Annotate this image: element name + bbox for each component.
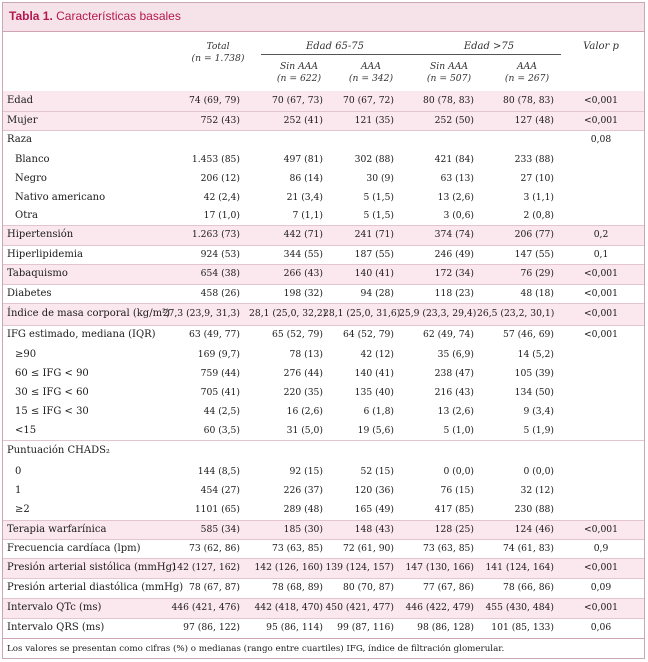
cell-value: 9 (3,4) <box>523 406 554 417</box>
cell-value: 78 (66, 86) <box>502 582 554 593</box>
row-label: ≥90 <box>15 349 37 360</box>
cell-value: 27,3 (23,9, 31,3) <box>162 308 240 319</box>
cell-value: 76 (15) <box>440 485 474 496</box>
table-footnote: Los valores se presentan como cifras (%) o medianas (rango entre cuartiles) IFG, índice de filtración glomerular. <box>7 644 505 654</box>
cell-value: 458 (26) <box>200 288 240 299</box>
cell-value: 128 (25) <box>434 524 474 535</box>
header-p-value: Valor p <box>583 41 619 52</box>
cell-value: 31 (5,0) <box>286 425 323 436</box>
row-label: 30 ≤ IFG < 60 <box>15 387 89 398</box>
p-value: 0,9 <box>593 543 609 554</box>
row-label: Índice de masa corporal (kg/m²) <box>7 308 170 319</box>
table-row <box>3 578 644 599</box>
cell-value: 421 (84) <box>434 154 474 165</box>
table-row <box>3 207 644 225</box>
cell-value: 924 (53) <box>200 249 240 260</box>
cell-value: 142 (127, 162) <box>171 562 240 573</box>
cell-value: 73 (63, 85) <box>422 543 474 554</box>
cell-value: 5 (1,5) <box>363 192 394 203</box>
cell-value: 3 (1,1) <box>523 192 554 203</box>
cell-value: 134 (50) <box>514 387 554 398</box>
p-value: 0,08 <box>590 134 612 145</box>
header-sub-4-n: (n = 267) <box>504 73 550 84</box>
cell-value: 120 (36) <box>354 485 394 496</box>
cell-value: 454 (27) <box>200 485 240 496</box>
header-total-n: (n = 1.738) <box>191 53 245 64</box>
cell-value: 78 (13) <box>289 349 323 360</box>
header-total: Total <box>206 41 230 52</box>
table-row <box>3 150 644 169</box>
cell-value: 246 (49) <box>434 249 474 260</box>
table-row <box>3 303 644 326</box>
cell-value: 62 (49, 74) <box>422 329 474 340</box>
cell-value: 752 (43) <box>200 115 240 126</box>
cell-value: 147 (130, 166) <box>405 562 474 573</box>
table-frame <box>2 2 645 659</box>
header-sub-3: Sin AAA <box>430 61 468 72</box>
table-row <box>3 500 644 520</box>
cell-value: 74 (69, 79) <box>188 95 240 106</box>
cell-value: 455 (430, 484) <box>485 602 554 613</box>
cell-value: 52 (15) <box>360 466 394 477</box>
cell-value: 13 (2,6) <box>437 192 474 203</box>
table-row <box>3 169 644 188</box>
row-label: Hipertensión <box>7 229 74 240</box>
cell-value: 1.453 (85) <box>191 154 240 165</box>
row-label: 0 <box>15 466 22 477</box>
cell-value: 74 (61, 83) <box>502 543 554 554</box>
cell-value: 289 (48) <box>283 504 323 515</box>
row-label: 15 ≤ IFG < 30 <box>15 406 89 417</box>
table-title-bar <box>3 3 644 32</box>
cell-value: 127 (48) <box>514 115 554 126</box>
table-row <box>3 284 644 304</box>
cell-value: 139 (124, 157) <box>325 562 394 573</box>
cell-value: 705 (41) <box>200 387 240 398</box>
cell-value: 17 (1,0) <box>203 210 240 221</box>
cell-value: 450 (421, 477) <box>325 602 394 613</box>
cell-value: 140 (41) <box>354 268 394 279</box>
p-value: <0,001 <box>583 288 618 299</box>
cell-value: 216 (43) <box>434 387 474 398</box>
table-row <box>3 225 644 246</box>
table-row <box>3 188 644 207</box>
table-row <box>3 383 644 402</box>
cell-value: 206 (12) <box>200 173 240 184</box>
cell-value: 417 (85) <box>434 504 474 515</box>
cell-value: 35 (6,9) <box>437 349 474 360</box>
cell-value: 63 (13) <box>440 173 474 184</box>
row-label: IFG estimado, mediana (IQR) <box>7 329 156 340</box>
cell-value: 135 (40) <box>354 387 394 398</box>
table-row <box>3 539 644 559</box>
row-label: Terapia warfarínica <box>7 524 107 535</box>
cell-value: 230 (88) <box>514 504 554 515</box>
table-row <box>3 325 644 346</box>
cell-value: 30 (9) <box>366 173 394 184</box>
cell-value: 92 (15) <box>289 466 323 477</box>
cell-value: 198 (32) <box>283 288 323 299</box>
cell-value: 142 (126, 160) <box>254 562 323 573</box>
cell-value: 28,1 (25,0, 31,6) <box>323 308 401 319</box>
cell-value: 14 (5,2) <box>517 349 554 360</box>
row-label: Mujer <box>7 115 38 126</box>
cell-value: 70 (67, 73) <box>271 95 323 106</box>
table-number: Tabla 1. <box>9 9 53 23</box>
cell-value: 80 (70, 87) <box>342 582 394 593</box>
cell-value: 42 (2,4) <box>203 192 240 203</box>
cell-value: 80 (78, 83) <box>422 95 474 106</box>
cell-value: 78 (67, 87) <box>188 582 240 593</box>
cell-value: 185 (30) <box>283 524 323 535</box>
cell-value: 48 (18) <box>520 288 554 299</box>
cell-value: 446 (421, 476) <box>171 602 240 613</box>
cell-value: 63 (49, 77) <box>188 329 240 340</box>
cell-value: 144 (8,5) <box>197 466 240 477</box>
p-value: 0,06 <box>590 622 612 633</box>
header-sub-4: AAA <box>517 61 537 72</box>
p-value: <0,001 <box>583 268 618 279</box>
cell-value: 442 (71) <box>283 229 323 240</box>
cell-value: 759 (44) <box>200 368 240 379</box>
row-label: 1 <box>15 485 22 496</box>
row-label: ≥2 <box>15 504 30 515</box>
header-group-65-75: Edad 65-75 <box>305 41 365 52</box>
header-sub-1: Sin AAA <box>280 61 318 72</box>
cell-value: 118 (23) <box>434 288 474 299</box>
row-label: Tabaquismo <box>7 268 68 279</box>
cell-value: 206 (77) <box>514 229 554 240</box>
cell-value: 147 (55) <box>514 249 554 260</box>
cell-value: 276 (44) <box>283 368 323 379</box>
table-caption: Características basales <box>52 9 181 23</box>
cell-value: 5 (1,0) <box>443 425 474 436</box>
row-label: 60 ≤ IFG < 90 <box>15 368 89 379</box>
p-value: 0,1 <box>593 249 609 260</box>
cell-value: 73 (63, 85) <box>271 543 323 554</box>
cell-value: 140 (41) <box>354 368 394 379</box>
cell-value: 374 (74) <box>434 229 474 240</box>
cell-value: 2 (0,8) <box>523 210 554 221</box>
cell-value: 26,5 (23,2, 30,1) <box>477 308 555 319</box>
cell-value: 21 (3,4) <box>286 192 323 203</box>
row-label: Frecuencia cardíaca (lpm) <box>7 543 141 554</box>
p-value: <0,001 <box>583 562 618 573</box>
row-label: Blanco <box>15 154 50 165</box>
table-row <box>3 440 644 463</box>
cell-value: 78 (68, 89) <box>271 582 323 593</box>
cell-value: 97 (86, 122) <box>183 622 240 633</box>
cell-value: 654 (38) <box>200 268 240 279</box>
row-label: Raza <box>7 134 32 145</box>
cell-value: 70 (67, 72) <box>342 95 394 106</box>
header-sub-3-n: (n = 507) <box>426 73 472 84</box>
cell-value: 27 (10) <box>520 173 554 184</box>
row-label: <15 <box>15 425 37 436</box>
header-sub-2-n: (n = 342) <box>348 73 394 84</box>
row-label: Nativo americano <box>15 192 106 203</box>
row-label: Diabetes <box>7 288 52 299</box>
cell-value: 238 (47) <box>434 368 474 379</box>
cell-value: 42 (12) <box>360 349 394 360</box>
cell-value: 65 (52, 79) <box>271 329 323 340</box>
cell-value: 95 (86, 114) <box>266 622 323 633</box>
p-value: <0,001 <box>583 329 618 340</box>
p-value: 0,09 <box>590 582 612 593</box>
cell-value: 497 (81) <box>283 154 323 165</box>
p-value: <0,001 <box>583 602 618 613</box>
cell-value: 98 (86, 128) <box>417 622 474 633</box>
cell-value: 0 (0,0) <box>523 466 554 477</box>
cell-value: 77 (67, 86) <box>422 582 474 593</box>
p-value: 0,2 <box>593 229 609 240</box>
cell-value: 86 (14) <box>289 173 323 184</box>
cell-value: 72 (61, 90) <box>342 543 394 554</box>
cell-value: 5 (1,5) <box>363 210 394 221</box>
row-label: Presión arterial sistólica (mmHg) <box>7 562 176 573</box>
cell-value: 57 (46, 69) <box>502 329 554 340</box>
table-row <box>3 402 644 421</box>
cell-value: 28,1 (25,0, 32,2) <box>249 308 327 319</box>
cell-value: 233 (88) <box>514 154 554 165</box>
table-row <box>3 558 644 579</box>
header-group-over-75: Edad >75 <box>463 41 515 52</box>
table-row <box>3 462 644 481</box>
cell-value: 148 (43) <box>354 524 394 535</box>
cell-value: 105 (39) <box>514 368 554 379</box>
cell-value: 124 (46) <box>514 524 554 535</box>
table-row <box>3 111 644 131</box>
cell-value: 141 (124, 164) <box>485 562 554 573</box>
table-row <box>3 481 644 500</box>
table-footnote-bar <box>3 638 644 659</box>
cell-value: 25,9 (23,3, 29,4) <box>399 308 477 319</box>
cell-value: 172 (34) <box>434 268 474 279</box>
cell-value: 99 (87, 116) <box>337 622 394 633</box>
cell-value: 241 (71) <box>354 229 394 240</box>
cell-value: 187 (55) <box>354 249 394 260</box>
table-row <box>3 130 644 151</box>
cell-value: 585 (34) <box>200 524 240 535</box>
cell-value: 19 (5,6) <box>357 425 394 436</box>
row-label: Hiperlipidemia <box>7 249 83 260</box>
table-row <box>3 618 644 638</box>
cell-value: 32 (12) <box>520 485 554 496</box>
cell-value: 252 (50) <box>434 115 474 126</box>
cell-value: 165 (49) <box>354 504 394 515</box>
table-row <box>3 364 644 383</box>
table-row <box>3 91 644 111</box>
header-sub-1-n: (n = 622) <box>276 73 322 84</box>
row-label: Edad <box>7 95 34 106</box>
cell-value: 6 (1,8) <box>363 406 394 417</box>
table-row <box>3 264 644 285</box>
p-value: <0,001 <box>583 115 618 126</box>
p-value: <0,001 <box>583 524 618 535</box>
cell-value: 442 (418, 470) <box>254 602 323 613</box>
row-label: Presión arterial diastólica (mmHg) <box>7 582 184 593</box>
table-row <box>3 345 644 364</box>
cell-value: 226 (37) <box>283 485 323 496</box>
row-label: Puntuación CHADS₂ <box>7 445 110 456</box>
cell-value: 76 (29) <box>520 268 554 279</box>
cell-value: 344 (55) <box>283 249 323 260</box>
row-label: Otra <box>15 210 38 221</box>
table-row <box>3 598 644 619</box>
row-label: Intervalo QTc (ms) <box>7 602 102 613</box>
cell-value: 0 (0,0) <box>443 466 474 477</box>
cell-value: 446 (422, 479) <box>405 602 474 613</box>
table-row <box>3 421 644 440</box>
header-divider <box>261 54 561 55</box>
cell-value: 220 (35) <box>283 387 323 398</box>
table-row <box>3 245 644 265</box>
cell-value: 169 (9,7) <box>197 349 240 360</box>
cell-value: 5 (1,9) <box>523 425 554 436</box>
table-title <box>9 9 181 23</box>
p-value: <0,001 <box>583 308 618 319</box>
cell-value: 266 (43) <box>283 268 323 279</box>
header-sub-2: AAA <box>361 61 381 72</box>
cell-value: 16 (2,6) <box>286 406 323 417</box>
cell-value: 3 (0,6) <box>443 210 474 221</box>
row-label: Negro <box>15 173 47 184</box>
cell-value: 101 (85, 133) <box>491 622 554 633</box>
cell-value: 13 (2,6) <box>437 406 474 417</box>
cell-value: 121 (35) <box>354 115 394 126</box>
cell-value: 64 (52, 79) <box>342 329 394 340</box>
cell-value: 94 (28) <box>360 288 394 299</box>
cell-value: 7 (1,1) <box>292 210 323 221</box>
p-value: <0,001 <box>583 95 618 106</box>
cell-value: 1101 (65) <box>194 504 240 515</box>
cell-value: 60 (3,5) <box>203 425 240 436</box>
cell-value: 252 (41) <box>283 115 323 126</box>
cell-value: 1.263 (73) <box>191 229 240 240</box>
cell-value: 44 (2,5) <box>203 406 240 417</box>
cell-value: 302 (88) <box>354 154 394 165</box>
cell-value: 80 (78, 83) <box>502 95 554 106</box>
cell-value: 73 (62, 86) <box>188 543 240 554</box>
table-row <box>3 520 644 540</box>
row-label: Intervalo QRS (ms) <box>7 622 105 633</box>
